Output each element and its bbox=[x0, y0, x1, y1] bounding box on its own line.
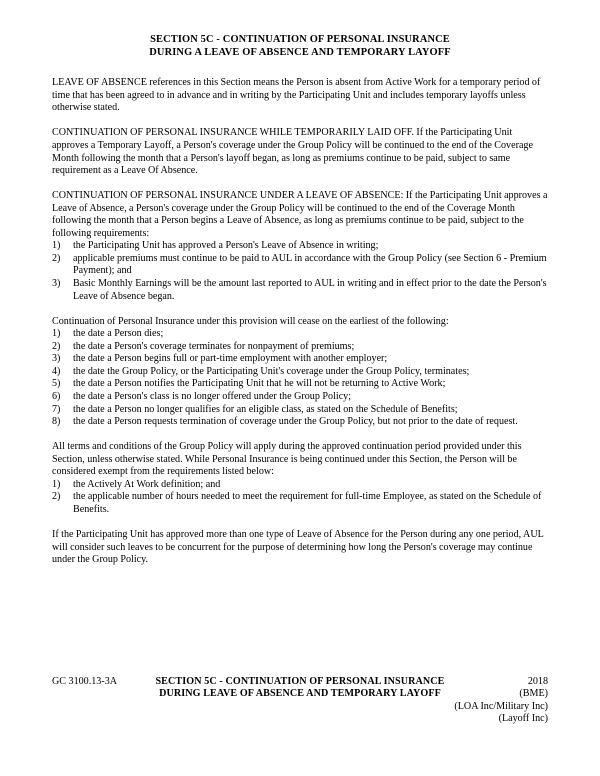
list-marker: 1) bbox=[52, 240, 61, 252]
list-item-text: the date a Person begins full or part-time employment with another employer; bbox=[73, 353, 388, 365]
list-item-text: the date a Person no longer qualifies for an eligible class, as stated on the Schedule of Benefits; bbox=[73, 403, 458, 415]
page-title-line-2: DURING A LEAVE OF ABSENCE AND TEMPORARY LAYOFF bbox=[149, 46, 451, 58]
list-marker: 1) bbox=[52, 328, 61, 340]
list-marker: 6) bbox=[52, 391, 61, 402]
footer-center-line-2: DURING LEAVE OF ABSENCE AND TEMPORARY LAYOFF bbox=[159, 688, 441, 700]
spacer bbox=[52, 429, 548, 442]
paragraph-cease-intro: Continuation of Personal Insurance under this provision will cease on the earliest of the following: bbox=[52, 315, 449, 327]
list-item-text: the date a Person requests termination of coverage under the Group Policy, but not prior to the date of request. bbox=[73, 416, 518, 428]
footer-year: 2018 bbox=[527, 676, 548, 687]
list-item-text: applicable premiums must continue to be paid to AUL in accordance with the Group Policy (see Section 6 - Premium Payment); and bbox=[73, 252, 547, 277]
paragraph-under-leave-of-absence: CONTINUATION OF PERSONAL INSURANCE UNDER A LEAVE OF ABSENCE: If the Participating Unit approves a Leave of Absence, a Person's coverage under the Group Policy will be continued to the end of the Coverage Month following the month that a Person begins a Leave of Absence, as long as premiums continue to be paid, subject to the following requirements: bbox=[52, 190, 548, 239]
list-marker: 2) bbox=[52, 252, 61, 264]
list-item-text: the date a Person notifies the Participating Unit that he will not be returning to Active Work; bbox=[73, 378, 446, 390]
requirements-list bbox=[52, 240, 548, 303]
footer-tail bbox=[52, 701, 548, 726]
list-item bbox=[52, 278, 548, 303]
list-item bbox=[52, 353, 548, 366]
list-marker: 2) bbox=[52, 340, 61, 352]
exempt-requirements-list bbox=[52, 479, 548, 517]
list-marker: 7) bbox=[52, 403, 61, 415]
footer-loa-code: (LOA Inc/Military Inc) bbox=[454, 700, 548, 712]
paragraph-temporarily-laid-off: CONTINUATION OF PERSONAL INSURANCE WHILE TEMPORARILY LAID OFF. If the Participating Unit approves a Temporary Layoff, a Person's coverage under the Group Policy will be continued to the end of the Coverage Month following the month that a Person's layoff began, as long as premiums continue to be paid, subject to same requirement as a Leave Of Absence. bbox=[52, 127, 533, 177]
list-item bbox=[52, 366, 548, 379]
footer-form-code: GC 3100.13-3A bbox=[52, 676, 118, 687]
list-marker: 2) bbox=[52, 491, 61, 503]
list-item-text: the date a Person's class is no longer offered under the Group Policy; bbox=[73, 391, 352, 402]
footer-bme-code: (BME) bbox=[519, 688, 548, 700]
list-item bbox=[52, 240, 548, 253]
list-item-text: the Actively At Work definition; and bbox=[73, 478, 221, 490]
spacer bbox=[52, 178, 548, 191]
list-item bbox=[52, 416, 548, 429]
footer-main-row bbox=[52, 676, 548, 701]
list-marker: 8) bbox=[52, 416, 61, 428]
list-marker: 1) bbox=[52, 478, 61, 490]
list-item-text: the applicable number of hours needed to meet the requirement for full-time Employee, as stated on the Schedule of Benefits. bbox=[73, 491, 542, 515]
list-item-text: the date a Person's coverage terminates for nonpayment of premiums; bbox=[73, 340, 355, 352]
footer-center-line-1: SECTION 5C - CONTINUATION OF PERSONAL INSURANCE bbox=[155, 676, 445, 687]
document-body bbox=[52, 34, 548, 567]
paragraph-concurrent-leaves: If the Participating Unit has approved more than one type of Leave of Absence for the Person during any one period, AUL will consider such leaves to be concurrent for the purpose of determining how long the Person's coverage may continue under the Group Policy. bbox=[52, 529, 544, 566]
list-item-text: the date the Group Policy, or the Participating Unit's coverage under the Group Policy, terminates; bbox=[73, 365, 470, 377]
spacer bbox=[52, 115, 548, 128]
list-item bbox=[52, 328, 548, 341]
list-item bbox=[52, 404, 548, 417]
paragraph-all-terms: All terms and conditions of the Group Policy will apply during the approved continuation period provided under this Section, unless otherwise stated. While Personal Insurance is being continued under this Section, the Person will be considered exempt from the requirements listed below: bbox=[52, 441, 522, 478]
page-title-line-1: SECTION 5C - CONTINUATION OF PERSONAL INSURANCE bbox=[150, 34, 450, 45]
spacer bbox=[52, 517, 548, 530]
page-footer bbox=[52, 676, 548, 726]
list-item bbox=[52, 391, 548, 404]
paragraph-leave-of-absence-definition: LEAVE OF ABSENCE references in this Section means the Person is absent from Active Work for a temporary period of time that has been agreed to in advance and in writing by the Participating Unit and includes temporary layoffs unless otherwise stated. bbox=[52, 77, 541, 114]
spacer bbox=[52, 59, 548, 77]
list-item bbox=[52, 253, 548, 278]
list-item-text: Basic Monthly Earnings will be the amount last reported to AUL in writing and in effect prior to the date the Person's Leave of Absence began. bbox=[73, 278, 547, 302]
list-item bbox=[52, 479, 548, 492]
list-item bbox=[52, 378, 548, 391]
footer-right-stack bbox=[519, 676, 548, 701]
list-item-text: the date a Person dies; bbox=[73, 328, 164, 340]
list-marker: 4) bbox=[52, 365, 61, 377]
list-marker: 5) bbox=[52, 378, 61, 390]
spacer bbox=[52, 303, 548, 316]
list-marker: 3) bbox=[52, 353, 61, 365]
cease-conditions-list bbox=[52, 328, 548, 428]
footer-layoff-code: (Layoff Inc) bbox=[498, 713, 548, 725]
list-item bbox=[52, 341, 548, 354]
list-item bbox=[52, 491, 548, 516]
page-title bbox=[52, 34, 548, 59]
list-item-text: the Participating Unit has approved a Person's Leave of Absence in writing; bbox=[73, 240, 379, 252]
list-marker: 3) bbox=[52, 278, 61, 290]
